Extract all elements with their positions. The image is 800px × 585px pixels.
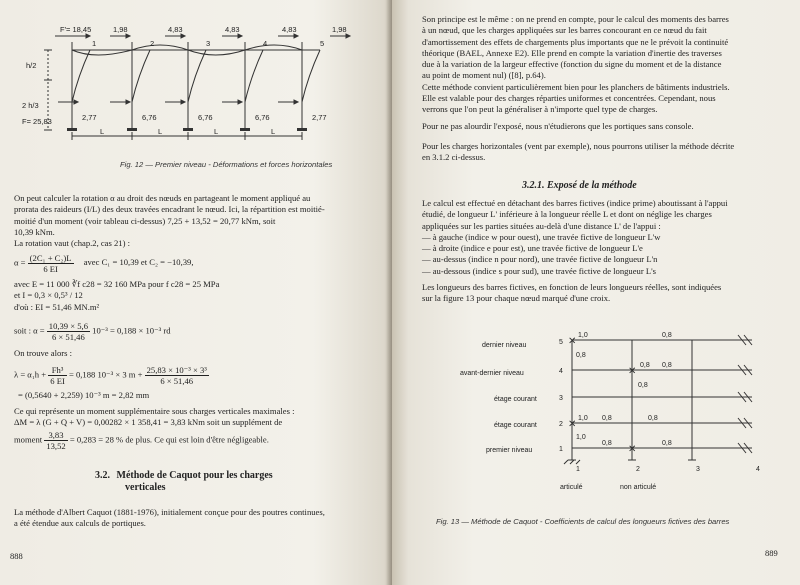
fig12-diagram xyxy=(20,20,370,140)
numerator: 3,83 xyxy=(44,430,67,441)
coeff: 0,8 xyxy=(662,440,672,447)
fig12-h2: h/2 xyxy=(26,61,37,70)
fig12-node: 5 xyxy=(320,39,325,48)
fig13-diagram xyxy=(452,325,782,500)
text-line: a été étendue aux calculs de portiques. xyxy=(14,518,146,529)
support-label: articulé xyxy=(560,484,583,491)
coeff: 0,8 xyxy=(662,362,672,369)
text-line: à un nœud, que les charges appliquées sur les barres concourant en ce nœud du fait xyxy=(422,25,707,36)
right-para3 xyxy=(422,141,792,164)
text-line: étudié, de longueur L' inférieure à la longueur réelle L et dont on néglige les charges xyxy=(422,209,712,220)
on-trouve: On trouve alors : xyxy=(14,348,72,358)
eq-moment xyxy=(14,430,269,451)
level-number: 4 xyxy=(559,368,563,375)
eq-lambda xyxy=(14,365,209,386)
bottom-num: 2 xyxy=(636,466,640,473)
support-2 xyxy=(127,128,137,131)
left-para1 xyxy=(14,193,384,249)
support-5 xyxy=(297,128,307,131)
support-label: non articulé xyxy=(620,484,657,491)
text-line: ΔM = λ (G + Q + V) = 0,00282 × 1 358,41 = 3,83 kNm soit un supplément de xyxy=(14,417,283,428)
denominator: 6 × 51,46 xyxy=(160,376,194,386)
eq-lhs: λ = α₁h + xyxy=(14,369,47,380)
eq-alpha xyxy=(14,253,194,274)
page-number-left: 888 xyxy=(10,551,23,561)
right-para5 xyxy=(422,282,792,305)
text-line: Ce qui représente un moment supplémentaire sous charges verticales maximales : xyxy=(14,406,295,416)
right-section-heading: 3.2.1. Exposé de la méthode xyxy=(522,180,637,191)
coeff: 0,8 xyxy=(640,362,650,369)
page-number-right: 889 xyxy=(765,548,778,558)
eq-rest: avec C₁ = 10,39 et C₂ = −10,39, xyxy=(83,257,194,268)
eq-lambda2: = (0,5640 + 2,259) 10⁻³ m = 2,82 mm xyxy=(18,390,150,400)
level-label: premier niveau xyxy=(486,447,533,454)
coeff: 0,8 xyxy=(602,440,612,447)
node-cross: ✕ xyxy=(568,336,577,347)
eq-fraction xyxy=(47,321,90,342)
coeff: 1,0 xyxy=(576,434,586,441)
right-para4 xyxy=(422,198,792,277)
eq-lhs: α = xyxy=(14,257,26,268)
fig12-node: 4 xyxy=(263,39,268,48)
eq-EI: d'où : EI = 51,46 MN.m² xyxy=(14,301,100,312)
level-label: étage courant xyxy=(494,422,537,429)
text-line: théorique (BAEL, Annexe E2). Elle prend en compte la variation d'inertie des traverses xyxy=(422,47,722,58)
text-line: verrons que l'on peut la généraliser à n'importe quel type de charges. xyxy=(422,104,658,115)
fig12-span: L xyxy=(158,127,163,136)
text-line: d'amortissement des effets de chargements plus importants que ne le prévoit la continuité xyxy=(422,36,729,47)
eq-fraction xyxy=(44,430,67,451)
text-line: Cette méthode convient particulièrement bien pour les planchers de bâtiments industriels. xyxy=(422,81,730,92)
level-number: 1 xyxy=(559,446,563,453)
text-line: Les longueurs des barres fictives, en fonction de leurs longueurs réelles, sont indiquées xyxy=(422,282,722,292)
level-label: dernier niveau xyxy=(482,342,527,349)
fig12-bottom-value: 2,77 xyxy=(312,113,327,122)
text-line: La rotation vaut (chap.2, cas 21) : xyxy=(14,238,130,249)
text-line: au point de moment nul) ([8], p.64). xyxy=(422,70,546,81)
bottom-num: 3 xyxy=(696,466,700,473)
fig12-bottom-value: 2,77 xyxy=(82,113,97,122)
text-line: Le calcul est effectué en détachant des barres fictives (indice prime) aboutissant à l'appui xyxy=(422,198,728,208)
coeff: 1,0 xyxy=(578,415,588,422)
level-number: 5 xyxy=(559,339,563,346)
bottom-num: 1 xyxy=(576,466,580,473)
fig12-caption: Fig. 12 — Premier niveau - Déformations et forces horizontales xyxy=(120,160,333,169)
eq-E: avec E = 11 000 ∛f c28 = 32 160 MPa pour f c28 = 25 MPa xyxy=(14,279,220,289)
text-line: moitié d'un moment (voir tableau ci-dessus) 7,25 + 13,52 = 20,77 kNm, soit xyxy=(14,215,276,226)
coeff: 0,8 xyxy=(662,332,672,339)
fig12-F-top: F'= 18,45 xyxy=(60,25,92,34)
eq-lhs: soit : α = xyxy=(14,325,45,336)
fig12-node: 1 xyxy=(92,39,97,48)
fig12-bottom-value: 6,76 xyxy=(198,113,213,122)
text-line: Elle est valable pour des charges réparties uniformes et concentrées. Cependant, nous xyxy=(422,93,716,104)
left-section-heading xyxy=(95,470,273,494)
fig12-bottom-value: 6,76 xyxy=(255,113,270,122)
fig12-top-value: 4,83 xyxy=(282,25,297,34)
list-item: — au-dessus (indice n pour nord), une travée fictive de longueur L'n xyxy=(422,254,658,265)
numerator: Fh³ xyxy=(48,365,67,376)
fig12-span: L xyxy=(100,127,105,136)
eq-soit xyxy=(14,321,171,342)
eq-fraction xyxy=(145,365,209,386)
eq-fraction xyxy=(28,253,74,274)
fig12-top-value: 4,83 xyxy=(225,25,240,34)
fig12-2h3: 2 h/3 xyxy=(22,101,39,110)
eq-rest: = 0,283 = 28 % de plus. Ce qui est loin d'être négligeable. xyxy=(69,434,269,445)
text-line: en 3.1.2 ci-dessus. xyxy=(422,152,486,163)
text-line: prorata des raideurs (I/L) des deux travées encadrant le nœud. Ici, la répartition est moitié- xyxy=(14,204,325,215)
left-para2 xyxy=(14,406,384,429)
eq-mid: = 0,188 10⁻³ × 3 m + xyxy=(68,369,143,380)
denominator: 6 × 51,46 xyxy=(51,332,85,342)
coeff: 0,8 xyxy=(638,382,648,389)
numerator: 25,83 × 10⁻³ × 3³ xyxy=(146,365,207,375)
left-page xyxy=(0,0,392,585)
level-label: avant-dernier niveau xyxy=(460,370,524,377)
right-page xyxy=(392,0,800,585)
fig12-node: 2 xyxy=(150,39,155,48)
coeff: 0,8 xyxy=(648,415,658,422)
text-line: Pour les charges horizontales (vent par exemple), nous pourrons utiliser la méthode décrite xyxy=(422,141,735,151)
fig12-F-bottom: F= 25,83 xyxy=(22,117,52,126)
section-title: verticales xyxy=(125,482,166,493)
eq-fraction xyxy=(48,365,67,386)
level-number: 2 xyxy=(559,421,563,428)
fig12-span: L xyxy=(214,127,219,136)
eq-I: et I = 0,3 × 0,5³ / 12 xyxy=(14,290,83,301)
fig12-span: L xyxy=(271,127,276,136)
right-para2: Pour ne pas alourdir l'exposé, nous n'étudierons que les portiques sans console. xyxy=(422,121,694,131)
text-line: due à la variation de la largeur effective (fonction du signe du moment et de la distance xyxy=(422,59,722,70)
support-3 xyxy=(183,128,193,131)
text-line: appliquées sur les parties situées au-delà d'une distance L' de l'appui : xyxy=(422,220,661,231)
eq-block xyxy=(14,279,384,313)
list-item: — à gauche (indice w pour ouest), une travée fictive de longueur L'w xyxy=(422,231,661,242)
coeff: 0,8 xyxy=(602,415,612,422)
node-cross: ✕ xyxy=(628,366,637,377)
coeff: 1,0 xyxy=(578,332,588,339)
text-line: 10,39 kNm. xyxy=(14,226,55,237)
fig12-top-value: 4,83 xyxy=(168,25,183,34)
fig13-caption: Fig. 13 — Méthode de Caquot - Coefficients de calcul des longueurs fictives des barres xyxy=(436,517,730,526)
text-line: La méthode d'Albert Caquot (1881-1976), initialement conçue pour des poutres continues, xyxy=(14,507,325,517)
fig12-top-value: 1,98 xyxy=(113,25,128,34)
node-cross: ✕ xyxy=(568,419,577,430)
level-number: 3 xyxy=(559,395,563,402)
text-line: sur la figure 13 pour chaque nœud marqué d'une croix. xyxy=(422,293,611,304)
eq-rest: 10⁻³ = 0,188 × 10⁻³ rd xyxy=(92,325,171,336)
denominator: 13,52 xyxy=(46,441,66,451)
section-title: Méthode de Caquot pour les charges xyxy=(116,470,273,481)
text-line: Son principe est le même : on ne prend en compte, pour le calcul des moments des barres xyxy=(422,14,729,24)
support-4 xyxy=(240,128,250,131)
coeff: 0,8 xyxy=(576,352,586,359)
level-label: étage courant xyxy=(494,396,537,403)
section-number: 3.2. xyxy=(95,470,110,481)
fig12-node: 3 xyxy=(206,39,211,48)
support-1 xyxy=(67,128,77,131)
eq-lhs: moment xyxy=(14,434,43,445)
list-item: — au-dessous (indice s pour sud), une travée fictive de longueur L's xyxy=(422,265,656,276)
text-line: On peut calculer la rotation α au droit des nœuds en partageant le moment appliqué au xyxy=(14,193,311,203)
bottom-num: 4 xyxy=(756,466,760,473)
left-para3 xyxy=(14,507,384,530)
fig12-bottom-value: 6,76 xyxy=(142,113,157,122)
numerator: 10,39 × 5,6 xyxy=(48,321,88,331)
node-cross: ✕ xyxy=(628,444,637,455)
numerator: (2C₁ + C₂)L xyxy=(29,253,72,263)
denominator: 6 EI xyxy=(43,264,58,274)
fig12-top-value: 1,98 xyxy=(332,25,347,34)
list-item: — à droite (indice e pour est), une travée fictive de longueur L'e xyxy=(422,243,643,254)
denominator: 6 EI xyxy=(50,376,65,386)
right-para1 xyxy=(422,14,792,116)
